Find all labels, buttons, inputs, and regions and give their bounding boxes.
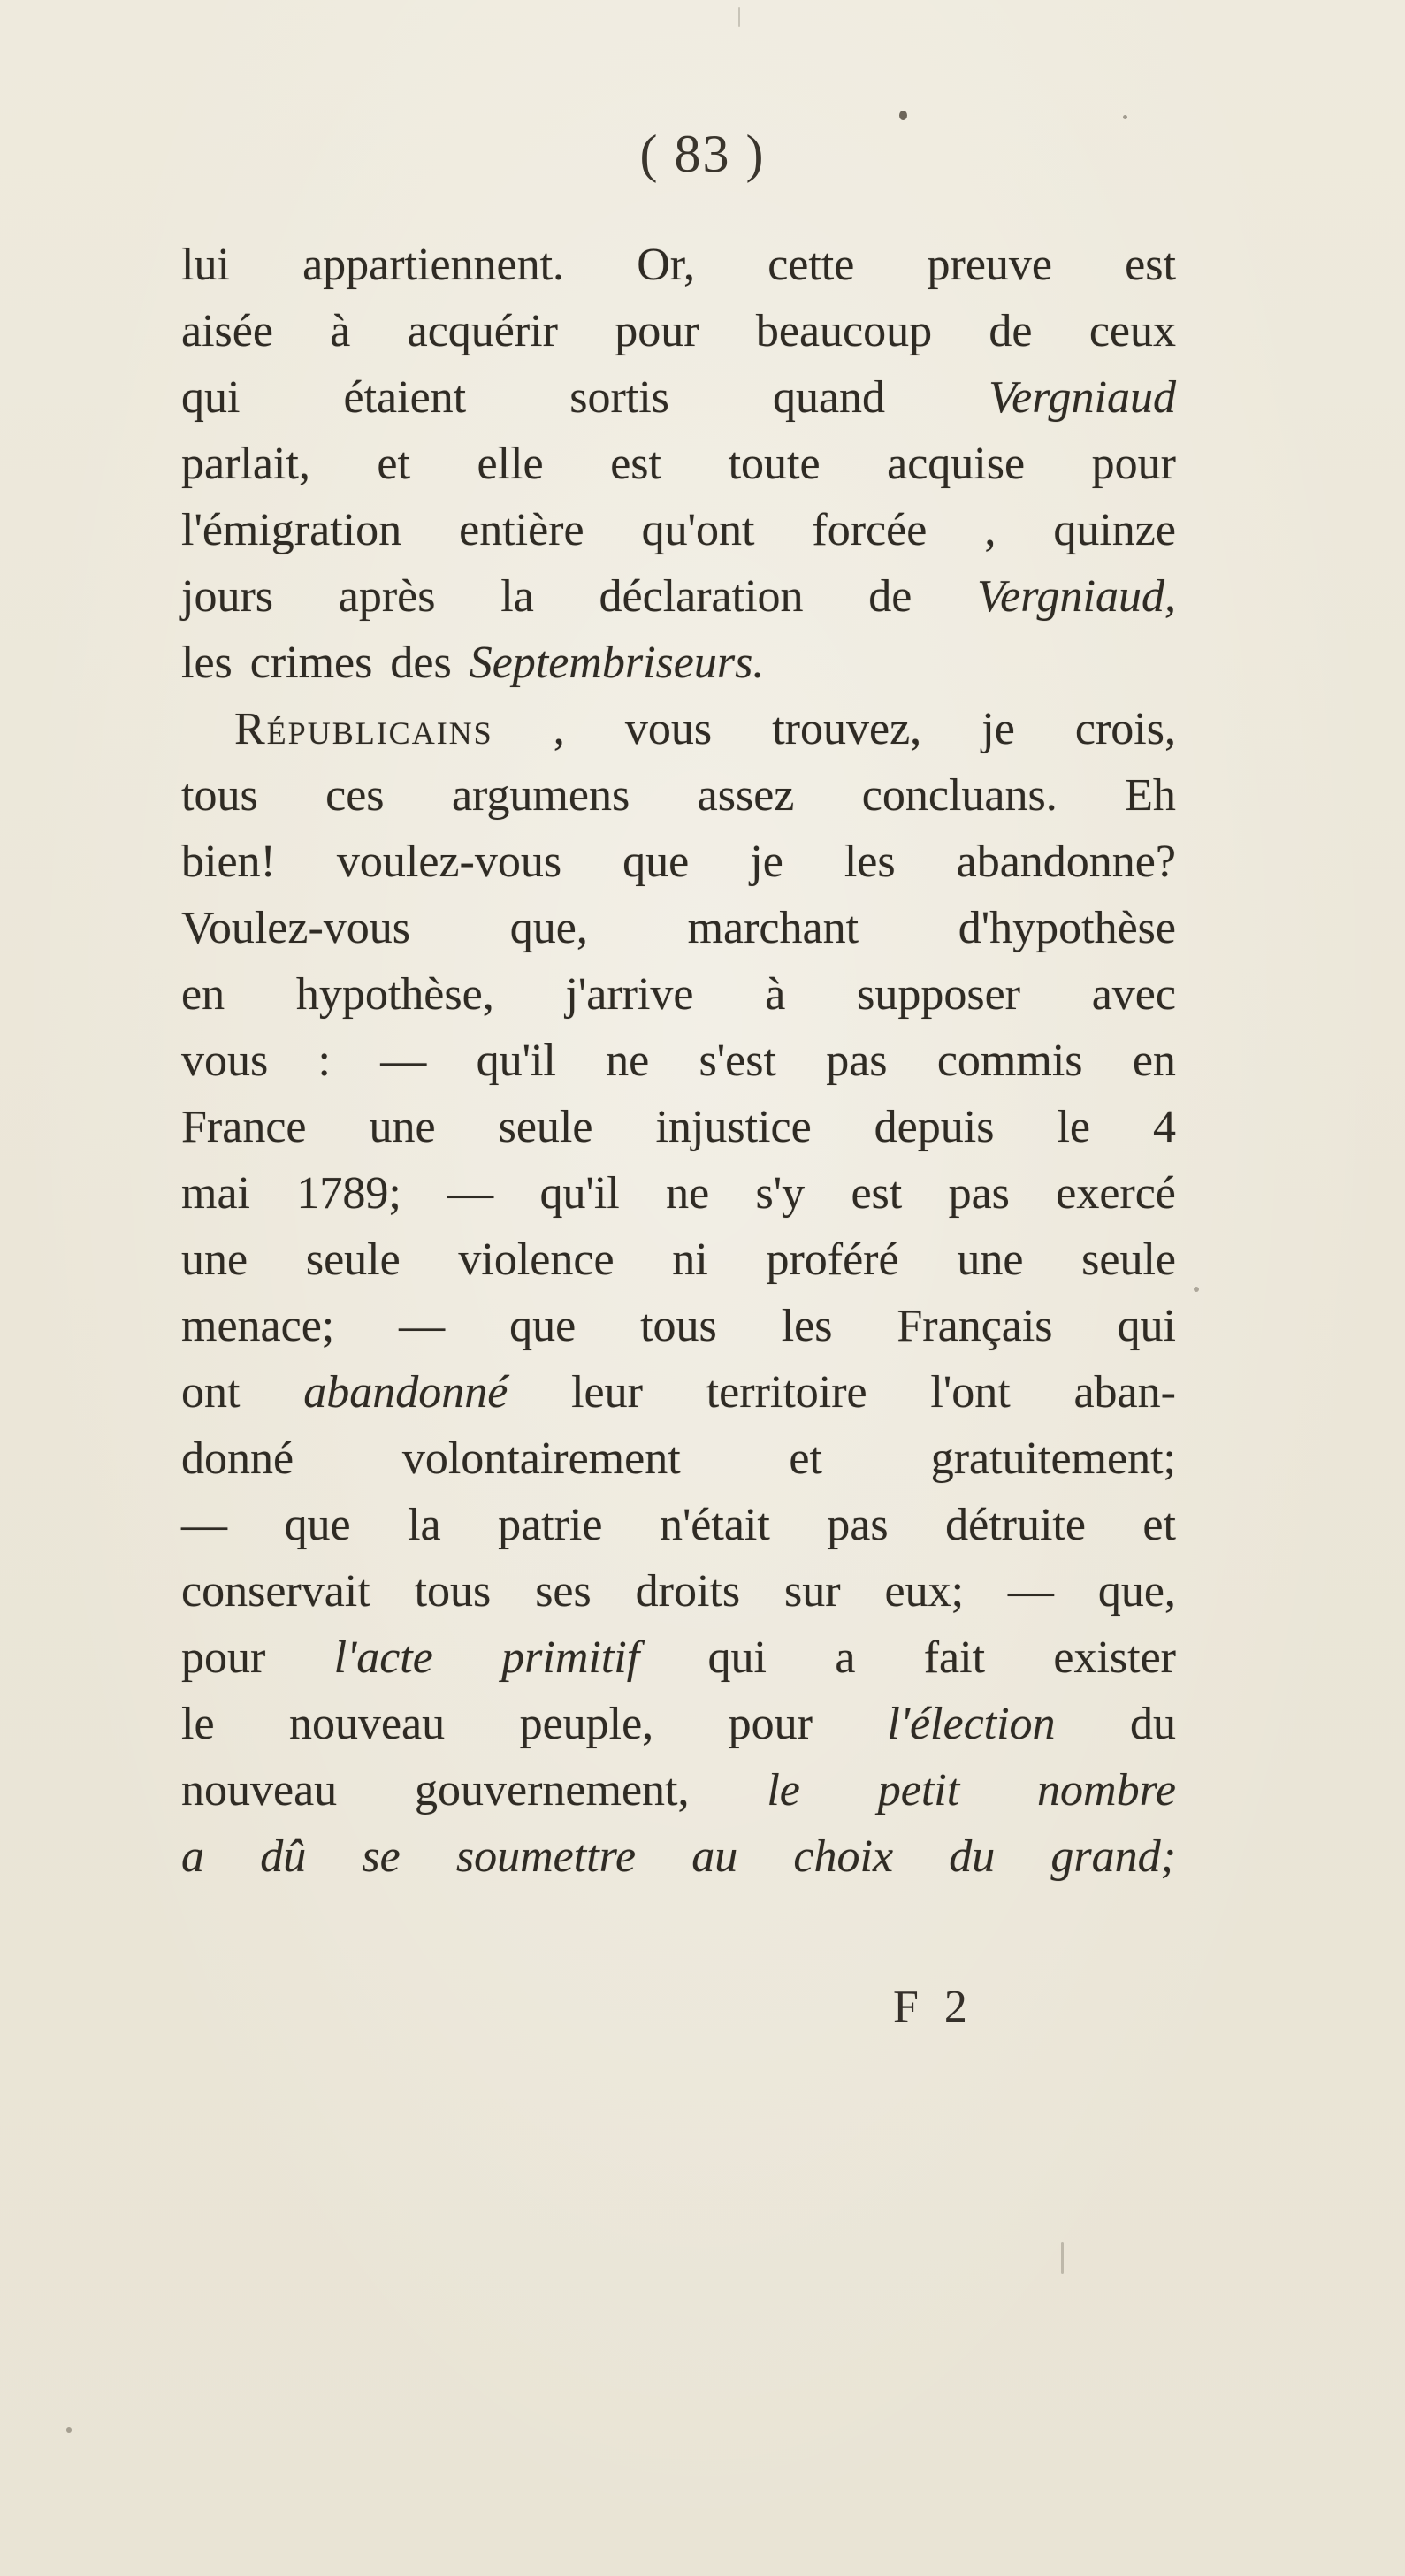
word: donné — [181, 1433, 294, 1484]
word: primitif — [501, 1632, 640, 1683]
word: tous — [640, 1301, 717, 1351]
word: pour — [728, 1699, 813, 1749]
word: et — [1142, 1500, 1176, 1550]
word: seule — [498, 1102, 593, 1152]
word: du — [1129, 1699, 1176, 1749]
word: ne — [666, 1168, 710, 1219]
word: que, — [1097, 1566, 1176, 1617]
word: menace; — [181, 1301, 335, 1351]
word: ni — [672, 1234, 708, 1285]
word: volontairement — [401, 1433, 681, 1484]
word: quinze — [1053, 505, 1176, 555]
word: exister — [1053, 1632, 1176, 1683]
word: qu'il — [476, 1036, 556, 1086]
word: n'était — [659, 1500, 770, 1550]
word: une — [957, 1234, 1024, 1285]
word: Vergniaud, — [977, 571, 1176, 622]
word: bien! — [181, 837, 276, 887]
word: appartiennent. — [302, 240, 565, 290]
word: s'y — [755, 1168, 806, 1219]
text-line — [181, 563, 1176, 630]
word: l'émigration — [181, 505, 402, 555]
word: sur — [784, 1566, 841, 1617]
text-line — [181, 1624, 1176, 1691]
word: territoire — [706, 1367, 867, 1418]
word: supposer — [857, 969, 1020, 1020]
word: a — [835, 1632, 856, 1683]
word: pas — [948, 1168, 1010, 1219]
word: concluans. — [861, 770, 1058, 821]
text-line — [181, 895, 1176, 961]
text-line — [181, 1028, 1176, 1094]
word: et — [789, 1433, 822, 1484]
word: petit — [877, 1765, 960, 1815]
word: en — [1132, 1036, 1176, 1086]
word: au — [691, 1831, 738, 1882]
word: Septembriseurs. — [469, 638, 765, 688]
word: je — [750, 837, 783, 887]
word: toute — [728, 439, 821, 489]
word: qu'ont — [641, 505, 755, 555]
word: mai — [181, 1168, 250, 1219]
word: droits — [635, 1566, 741, 1617]
word: qui — [181, 372, 241, 423]
word: acquise — [887, 439, 1026, 489]
text-line — [181, 1293, 1176, 1359]
word: seule — [305, 1234, 401, 1285]
word: trouvez, — [772, 704, 922, 754]
word: la — [500, 571, 534, 622]
word: quand — [772, 372, 886, 423]
word: entière — [459, 505, 584, 555]
word: elle — [477, 439, 544, 489]
text-line — [181, 1227, 1176, 1293]
word: jours — [181, 571, 273, 622]
text-line — [181, 961, 1176, 1028]
word: j'arrive — [565, 969, 694, 1020]
word: proféré — [766, 1234, 899, 1285]
word: que — [284, 1500, 351, 1550]
word: aban- — [1073, 1367, 1176, 1418]
word: la — [408, 1500, 441, 1550]
word: les — [781, 1301, 833, 1351]
word: ceux — [1088, 306, 1176, 356]
word: forcée — [812, 505, 928, 555]
word: lui — [181, 240, 230, 290]
word: marchant — [687, 903, 859, 953]
word: Vergniaud — [989, 372, 1176, 423]
word: pour — [1091, 439, 1176, 489]
word: en — [181, 969, 225, 1020]
word: leur — [571, 1367, 643, 1418]
word: hypothèse, — [295, 969, 494, 1020]
word: d'hypothèse — [958, 903, 1176, 953]
word: Français — [897, 1301, 1053, 1351]
text-line — [181, 364, 1176, 431]
word: choix — [793, 1831, 894, 1882]
word: je — [981, 704, 1015, 754]
word: pour — [181, 1632, 266, 1683]
word: preuve — [927, 240, 1052, 290]
word: violence — [458, 1234, 615, 1285]
word: assez — [697, 770, 795, 821]
word: est — [1125, 240, 1176, 290]
word: à — [765, 969, 786, 1020]
word: une — [181, 1234, 248, 1285]
word: patrie — [498, 1500, 603, 1550]
text-line — [181, 762, 1176, 829]
text-line — [181, 1691, 1176, 1757]
word: fait — [923, 1632, 986, 1683]
word: et — [377, 439, 410, 489]
word: l'élection — [887, 1699, 1056, 1749]
word: les — [844, 837, 896, 887]
word: ces — [325, 770, 385, 821]
word: nombre — [1037, 1765, 1176, 1815]
text-line — [181, 696, 1176, 762]
ink-speck — [1123, 115, 1127, 119]
word: peuple, — [519, 1699, 654, 1749]
word: pas — [827, 1500, 889, 1550]
word: de — [989, 306, 1033, 356]
word: étaient — [343, 372, 467, 423]
word: conservait — [181, 1566, 370, 1617]
word: France — [181, 1102, 307, 1152]
word: ses — [535, 1566, 592, 1617]
text-line — [181, 298, 1176, 364]
ink-speck — [1061, 2242, 1064, 2274]
ink-speck — [899, 111, 907, 120]
word: sortis — [569, 372, 669, 423]
word: voulez-vous — [336, 837, 562, 887]
word: une — [369, 1102, 436, 1152]
word: l'ont — [930, 1367, 1011, 1418]
word: — — [181, 1500, 227, 1550]
text-line — [181, 431, 1176, 497]
word: crois, — [1074, 704, 1176, 754]
word: ont — [181, 1367, 241, 1418]
ink-speck — [738, 7, 740, 27]
word: pour — [615, 306, 699, 356]
word: : — [317, 1036, 331, 1086]
word: dû — [260, 1831, 307, 1882]
word: — — [1007, 1566, 1054, 1617]
word: détruite — [945, 1500, 1086, 1550]
word: soumettre — [455, 1831, 637, 1882]
word: les — [181, 638, 233, 688]
body-text — [181, 232, 1176, 1890]
word: abandonné — [303, 1367, 508, 1418]
word: tous — [414, 1566, 492, 1617]
word: beaucoup — [755, 306, 933, 356]
word: nouveau — [288, 1699, 446, 1749]
word: que — [509, 1301, 577, 1351]
word: des — [390, 638, 452, 688]
text-line — [181, 630, 1176, 696]
word: 4 — [1153, 1102, 1176, 1152]
word: , — [553, 704, 565, 754]
word: — — [399, 1301, 446, 1351]
ink-speck — [1194, 1287, 1199, 1292]
word: Républicains — [234, 704, 493, 754]
word: depuis — [874, 1102, 995, 1152]
text-line — [181, 1359, 1176, 1426]
word: grand; — [1050, 1831, 1176, 1882]
word: l'acte — [333, 1632, 433, 1683]
word: crimes — [249, 638, 373, 688]
word: argumens — [451, 770, 630, 821]
word: le — [767, 1765, 800, 1815]
word: est — [610, 439, 661, 489]
word: seule — [1081, 1234, 1176, 1285]
word: qui — [1117, 1301, 1176, 1351]
word: Voulez-vous — [181, 903, 411, 953]
word: nouveau — [181, 1765, 338, 1815]
word: cette — [767, 240, 855, 290]
word: se — [362, 1831, 401, 1882]
word: que, — [509, 903, 588, 953]
word: eux; — [884, 1566, 965, 1617]
word: Or, — [637, 240, 696, 290]
text-line — [181, 1426, 1176, 1492]
word: a — [181, 1831, 204, 1882]
word: 1789; — [296, 1168, 401, 1219]
word: vous — [624, 704, 713, 754]
word: s'est — [699, 1036, 776, 1086]
word: gouvernement, — [415, 1765, 690, 1815]
text-line — [181, 1558, 1176, 1624]
signature-mark: F 2 — [893, 1982, 974, 2032]
word: déclaration — [599, 571, 804, 622]
word: de — [868, 571, 912, 622]
word: est — [851, 1168, 903, 1219]
word: qu'il — [539, 1168, 620, 1219]
text-line — [181, 1094, 1176, 1160]
word: parlait, — [181, 439, 310, 489]
text-line — [181, 232, 1176, 298]
word: Eh — [1125, 770, 1176, 821]
word: que — [622, 837, 690, 887]
page-number-header: ( 83 ) — [639, 125, 766, 183]
text-line — [181, 1823, 1176, 1890]
word: pas — [826, 1036, 888, 1086]
word: exercé — [1056, 1168, 1176, 1219]
word: — — [380, 1036, 427, 1086]
word: commis — [936, 1036, 1083, 1086]
text-line — [181, 829, 1176, 895]
word: ne — [606, 1036, 650, 1086]
text-line — [181, 497, 1176, 563]
word: le — [181, 1699, 215, 1749]
text-line — [181, 1160, 1176, 1227]
word: avec — [1091, 969, 1176, 1020]
word: du — [949, 1831, 996, 1882]
word: aisée — [181, 306, 273, 356]
word: qui — [707, 1632, 767, 1683]
word: à — [330, 306, 351, 356]
word: tous — [181, 770, 258, 821]
word: — — [447, 1168, 494, 1219]
word: , — [984, 505, 996, 555]
text-line — [181, 1757, 1176, 1823]
word: acquérir — [407, 306, 558, 356]
word: vous — [181, 1036, 269, 1086]
word: abandonne? — [956, 837, 1176, 887]
word: après — [338, 571, 436, 622]
word: gratuitement; — [930, 1433, 1176, 1484]
word: le — [1057, 1102, 1090, 1152]
text-line — [181, 1492, 1176, 1558]
word: injustice — [655, 1102, 812, 1152]
ink-speck — [66, 2427, 72, 2433]
